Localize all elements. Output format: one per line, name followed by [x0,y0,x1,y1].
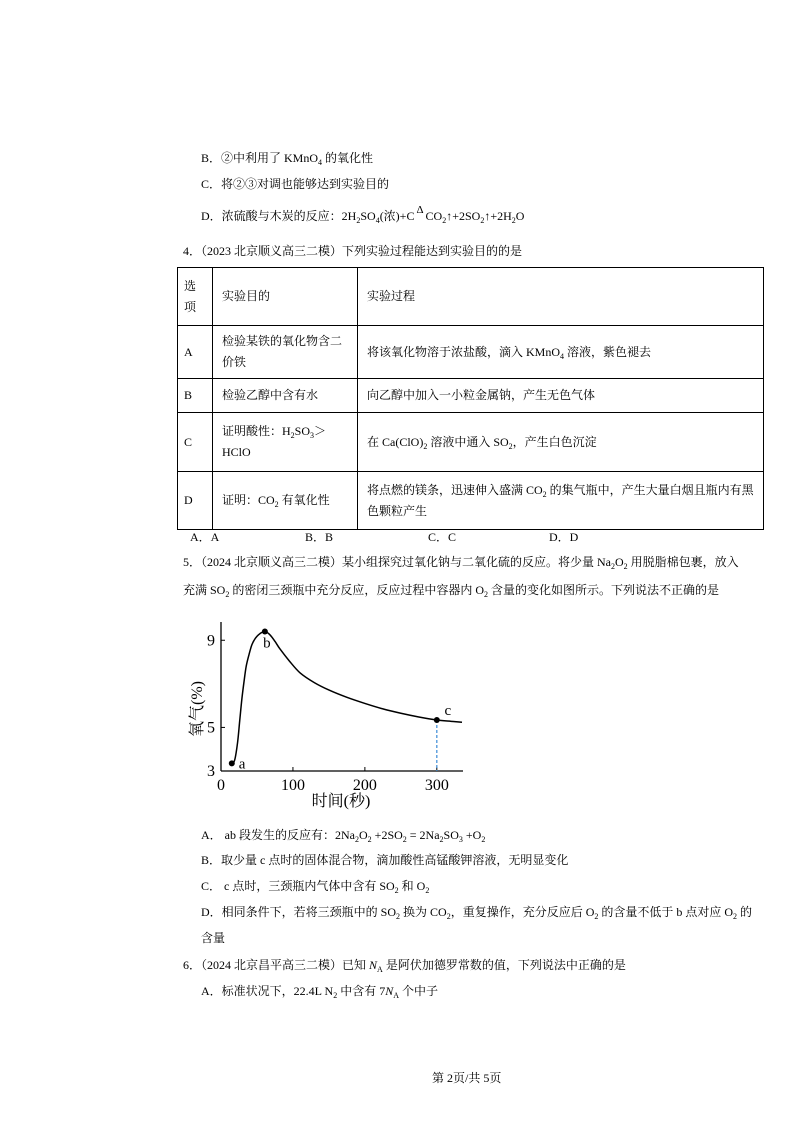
subscript: 2 [439,835,444,844]
point-b-label: b [263,635,271,652]
q6-stem [183,957,626,973]
table-header-row [178,268,764,326]
text-run: 溶液，紫色褪去 [564,344,652,359]
q3-option-b [201,150,373,166]
cell-line [367,432,757,453]
text-run: 用脱脂棉包裹，放入 [627,555,739,569]
subscript: A [393,991,400,1000]
text-run: 5．（2024 北京顺义高三二模）某小组探究过氧化钠与二氧化硫的反应。将少量 Na [183,555,611,569]
cell-line [222,352,351,373]
subscript: A [377,965,383,974]
q5-option-c [201,878,429,894]
cell-line [222,421,351,442]
text-run: B．②中利用了 KMnO [201,151,319,165]
text-run: SO [443,828,459,842]
q5-option-a [201,827,485,843]
q5-stem-line-2 [183,582,719,598]
cell-line [184,490,212,511]
subscript: 2 [423,441,428,451]
subscript: 2 [508,441,513,451]
text-run: D．相同条件下，若将三颈瓶中的 SO [201,905,397,919]
subscript: 2 [402,835,407,844]
option-cell [178,472,213,530]
option-cell [178,413,213,472]
subscript: 2 [396,912,401,921]
text-run: 4．（2023 北京顺义高三二模）下列实验过程能达到实验目的的是 [183,244,523,258]
italic-symbol: N [369,958,378,972]
subscript: 4 [318,158,323,167]
text-run: 是阿伏加德罗常数的值，下列说法中正确的是 [382,958,626,972]
option-cell [178,326,213,379]
q5-option-b [201,852,568,868]
text-run: ＞ [314,424,327,438]
x-tick-label: 300 [424,777,449,794]
text-run: 换为 CO [400,905,447,919]
table-row [178,413,764,472]
subscript: 2 [511,216,516,225]
text-run: B [184,388,193,402]
q4-answer-choice-b: B．B [305,530,334,544]
process-cell [358,379,764,413]
cell-line [367,286,757,307]
subscript: 3 [310,431,315,440]
text-run: ，重复操作，充分反应后 O [450,905,595,919]
text-run: 的密闭三颈瓶中充分反应，反应过程中容器内 O [229,583,485,597]
cell-line [184,342,212,363]
text-run: O [515,209,525,223]
text-run: 和 O [398,879,426,893]
cell-line [184,385,212,406]
text-run: 的集气瓶中，产生大量白烟且瓶内有黑 [546,482,754,497]
cell-line [222,286,351,307]
chart-plot-layer [207,622,463,794]
subscript: 2 [356,216,361,225]
cell-line [222,385,351,406]
text-run: +O [462,828,482,842]
cell-line [367,501,757,522]
point-c-marker [434,717,440,723]
text-run: SO [360,209,376,223]
q5-option-d-line-1 [201,904,752,920]
y-axis-title: 氧气(%) [189,681,206,737]
italic-symbol: N [385,984,394,998]
q5-stem-line-1 [183,554,739,570]
q3-option-c [201,176,389,192]
subscript: 2 [367,835,372,844]
purpose-cell [213,413,358,472]
table-row [178,472,764,530]
cell-line [184,297,212,318]
text-run: B．取少量 c 点时的固体混合物，滴加酸性高锰酸钾溶液，无明显变化 [201,853,569,867]
process-cell [358,326,764,379]
q4-answer-choice-a: A．A [190,530,220,544]
subscript: 2 [733,912,738,921]
header-process-cell [358,268,764,326]
text-run: 选 [184,278,197,293]
cell-line [184,432,212,453]
cell-line [367,385,757,406]
subscript: 2 [481,835,486,844]
text-run: (浓)+C [379,209,415,223]
text-run: 证明酸性：H [222,424,291,438]
subscript: 2 [611,562,615,571]
text-run: = 2Na [406,828,440,842]
subscript: 3 [458,835,463,844]
point-a-label: a [238,756,246,773]
header-purpose-cell [213,268,358,326]
text-run: ↑+2SO [446,209,481,223]
text-run: 项 [184,299,197,314]
text-run: C． c 点时，三颈瓶内气体中含有 SO [201,879,395,893]
subscript: 2 [290,431,295,440]
subscript: 2 [274,500,279,509]
y-tick-label: 3 [207,763,215,780]
option-cell [178,379,213,413]
text-run: 证明：CO [222,493,275,507]
q3-option-d: D．浓硫酸与木炭的反应：$2H_2SO_4$(浓)+C Δ $CO_2↑+2SO_2↑+2H_2O$ [201,204,525,225]
table-row [178,379,764,413]
q6-option-a [201,983,438,999]
text-run: 个中子 [399,984,439,998]
cell-line [367,342,757,363]
text-run: 有氧化性 [278,493,330,507]
text-run: SO [294,424,311,438]
x-axis-title: 时间(秒) [311,793,371,810]
cell-line [222,331,351,352]
subscript: 2 [442,216,447,225]
x-tick-label: 200 [352,777,377,794]
process-cell [358,413,764,472]
oxygen-content-line-chart [175,615,475,815]
subscript: 2 [623,562,628,571]
text-run: D [184,493,193,507]
cell-line [222,490,351,511]
cell-line [222,442,351,463]
q5-option-d-line-2 [201,930,225,946]
text-run: 的含量不低于 b 点对应 O [598,905,734,919]
text-run: 将点燃的镁条，迅速伸入盛满 CO [367,482,543,497]
text-run: 检验乙醇中含有水 [222,388,319,402]
text-run: CO [425,209,443,223]
text-run: 实验目的 [222,289,271,303]
subscript: 2 [542,489,547,499]
point-a-marker [229,760,235,766]
text-run: 色颗粒产生 [367,503,428,518]
text-run: 将该氧化物溶于浓盐酸，滴入 KMnO [367,344,561,359]
process-cell [358,472,764,530]
subscript: 4 [560,351,565,361]
text-run: C [184,434,193,449]
subscript: 2 [484,590,489,599]
subscript: 2 [394,886,399,895]
cell-line [367,480,757,501]
purpose-cell [213,472,358,530]
text-run: 溶液中通入 SO [427,434,509,449]
text-run: 6．（2024 北京昌平高三二模）已知 [183,958,370,972]
experiment-table [177,267,764,530]
text-run: C．将②③对调也能够达到实验目的 [201,177,390,191]
text-run: A． ab 段发生的反应有：2Na [201,828,355,842]
subscript: 2 [480,216,485,225]
subscript: 2 [355,835,359,844]
q4-answer-choice-d: D．D [549,530,579,544]
text-run: O [359,828,368,842]
text-run: ，产生白色沉淀 [512,434,597,449]
subscript: 2 [446,912,451,921]
text-run: 向乙醇中加入一小粒金属钠，产生无色气体 [367,388,596,402]
text-run: D．浓硫酸与木炭的反应：2H [201,209,357,223]
text-run: 的氧化性 [322,151,374,165]
text-run: A．标准状况下，22.4L N [201,984,334,998]
text-run: A [184,344,193,359]
subscript: 2 [225,590,230,599]
header-option-cell [178,268,213,326]
subscript: 2 [425,886,430,895]
purpose-cell [213,379,358,413]
table-row [178,326,764,379]
x-tick-label: 100 [280,777,305,794]
y-tick-label: 9 [207,632,215,650]
text-run: HClO [222,445,251,459]
point-b-marker [262,629,268,635]
text-run: 含量的变化如图所示。下列说法不正确的是 [488,583,720,597]
point-c-label: c [444,703,452,720]
cell-line [184,276,212,297]
text-run: O [615,555,624,569]
text-run: 价铁 [222,355,247,369]
y-tick-label: 5 [207,719,215,737]
text-run: 含量 [201,931,226,945]
text-run: +2SO [371,828,403,842]
text-run: 充满 SO [183,583,226,597]
purpose-cell [213,326,358,379]
text-run: 的 [737,905,753,919]
text-run: 在 Ca(ClO) [367,434,424,449]
q4-answer-choice-c: C．C [428,530,457,544]
subscript: 2 [594,912,599,921]
subscript: 4 [375,216,380,225]
page-number: 第 2页/共 5页 [432,1071,502,1085]
subscript: 2 [333,991,338,1000]
text-run: ↑+2H [484,209,512,223]
q4-stem [183,243,522,259]
text-run: 实验过程 [367,289,416,303]
x-tick-label: 0 [217,777,225,794]
text-run: 检验某铁的氧化物含二 [222,334,343,348]
text-run: 中含有 7 [337,984,386,998]
